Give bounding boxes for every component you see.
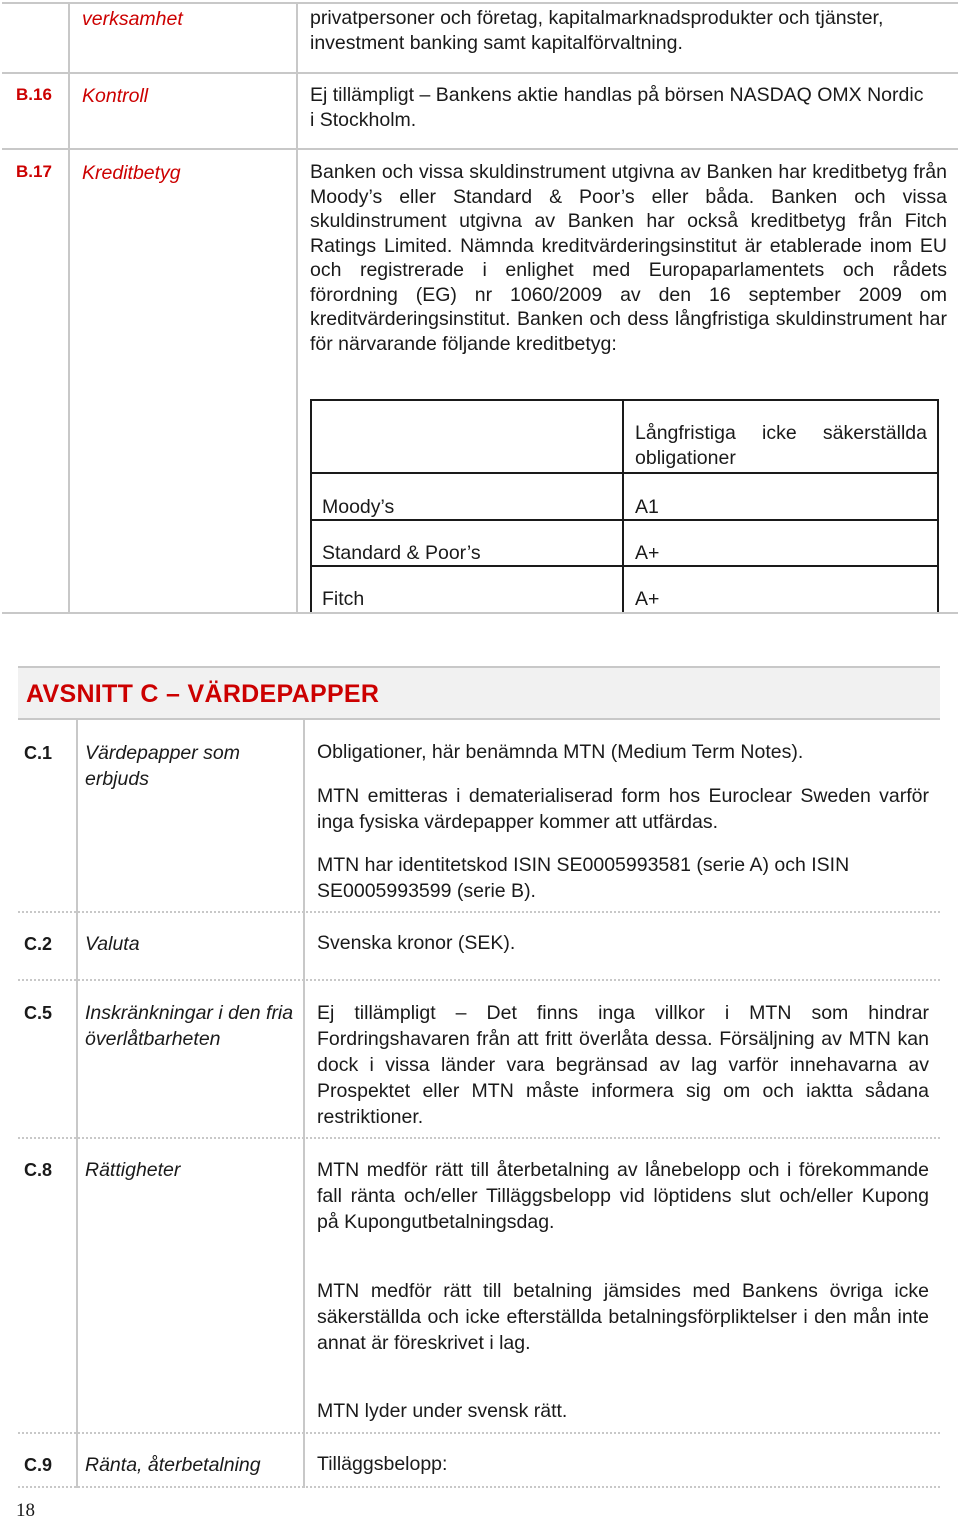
- row-text: Tilläggsbelopp:: [317, 1453, 448, 1475]
- item-code: C.8: [24, 1160, 53, 1180]
- row-label: Kreditbetyg: [82, 162, 181, 184]
- row-text: Banken och vissa skuldinstrument utgivna av Banken har kreditbetyg från Moody’s eller Standard & Poor’s eller båda. Banken och vissa skuldinstrument utgivna av Banken har också kreditbetyg från Fitch Ratings Limited. Nämnda kreditvärderingsinstitut är etablerade inom EU och registrerade i enlighet med Europaparlamentets och rådets förordning (EG) nr 1060/2009 av den 16 september 2009 om kreditvärderingsinstitut. Banken och dess långfristiga skuldinstrument har för närvarande följande kreditbetyg:: [310, 161, 947, 355]
- item-code: B.16: [16, 85, 52, 104]
- table-cell-rating: A1: [635, 496, 659, 518]
- item-code: C.2: [24, 934, 53, 954]
- row-label: Ränta, återbetalning: [85, 1454, 261, 1476]
- table-cell-agency: Moody’s: [322, 496, 395, 518]
- rule: [296, 2, 298, 614]
- rule: [2, 72, 958, 74]
- table-header: Långfristiga icke säkerställda obligationer: [635, 422, 927, 469]
- row-text: Obligationer, här benämnda MTN (Medium Term Notes).: [317, 741, 804, 763]
- row-label: Inskränkningar i den fria överlåtbarheten: [85, 1002, 294, 1050]
- section-title: AVSNITT C – VÄRDEPAPPER: [26, 680, 380, 708]
- rule: [18, 1432, 940, 1434]
- table-cell-rating: A+: [635, 542, 660, 564]
- rule: [18, 718, 940, 720]
- item-code: C.1: [24, 743, 53, 763]
- rule: [303, 720, 305, 1488]
- row-text: MTN har identitetskod ISIN SE0005993581 (serie A) och ISIN SE0005993599 (serie B).: [317, 854, 850, 902]
- table-cell-rating: A+: [635, 588, 660, 610]
- item-code: C.9: [24, 1455, 53, 1475]
- row-text: MTN emitteras i dematerialiserad form hos Euroclear Sweden varför inga fysiska värdepapper kommer att utfärdas.: [317, 785, 929, 833]
- row-label: Kontroll: [82, 85, 149, 107]
- row-text: privatpersoner och företag, kapitalmarknadsprodukter och tjänster, investment banking samt kapitalförvaltning.: [310, 7, 884, 54]
- rule: [76, 720, 78, 1488]
- rule: [18, 979, 940, 981]
- row-label: verksamhet: [82, 8, 183, 30]
- table-cell-agency: Fitch: [322, 588, 365, 610]
- rule: [2, 148, 958, 150]
- row-label: Valuta: [85, 933, 140, 955]
- rule: [18, 1486, 940, 1488]
- rule: [18, 1137, 940, 1139]
- item-code: C.5: [24, 1003, 53, 1023]
- row-text: MTN medför rätt till betalning jämsides med Bankens övriga icke säkerställda och icke efterställda betalningsförpliktelser i den mån inte annat är föreskrivet i lag.: [317, 1280, 929, 1354]
- row-text: MTN medför rätt till återbetalning av lånebelopp och i förekommande fall ränta och/eller Tilläggsbelopp vid löptidens slut och/eller Kupong på Kupongutbetalningsdag.: [317, 1159, 929, 1233]
- page-number: 18: [16, 1500, 35, 1521]
- rule: [68, 2, 70, 614]
- rule: [2, 612, 958, 614]
- table-cell-agency: Standard & Poor’s: [322, 542, 481, 564]
- row-label: Rättigheter: [85, 1159, 181, 1181]
- rule: [2, 2, 958, 4]
- row-text: Svenska kronor (SEK).: [317, 932, 516, 954]
- row-label: Värdepapper som erbjuds: [85, 742, 241, 790]
- rule: [18, 666, 940, 668]
- row-text: MTN lyder under svensk rätt.: [317, 1400, 568, 1422]
- row-text: Ej tillämpligt – Det finns inga villkor i MTN som hindrar Fordringshavaren från att fritt överlåta dessa. Försäljning av MTN kan dock i vissa länder vara begränsad av lag varför innehavarna av Prospektet eller MTN måste informera sig om och iaktta sådana restriktioner.: [317, 1002, 929, 1128]
- row-text: Ej tillämpligt – Bankens aktie handlas på börsen NASDAQ OMX Nordic i Stockholm.: [310, 84, 924, 131]
- rule: [18, 911, 940, 913]
- item-code: B.17: [16, 162, 52, 181]
